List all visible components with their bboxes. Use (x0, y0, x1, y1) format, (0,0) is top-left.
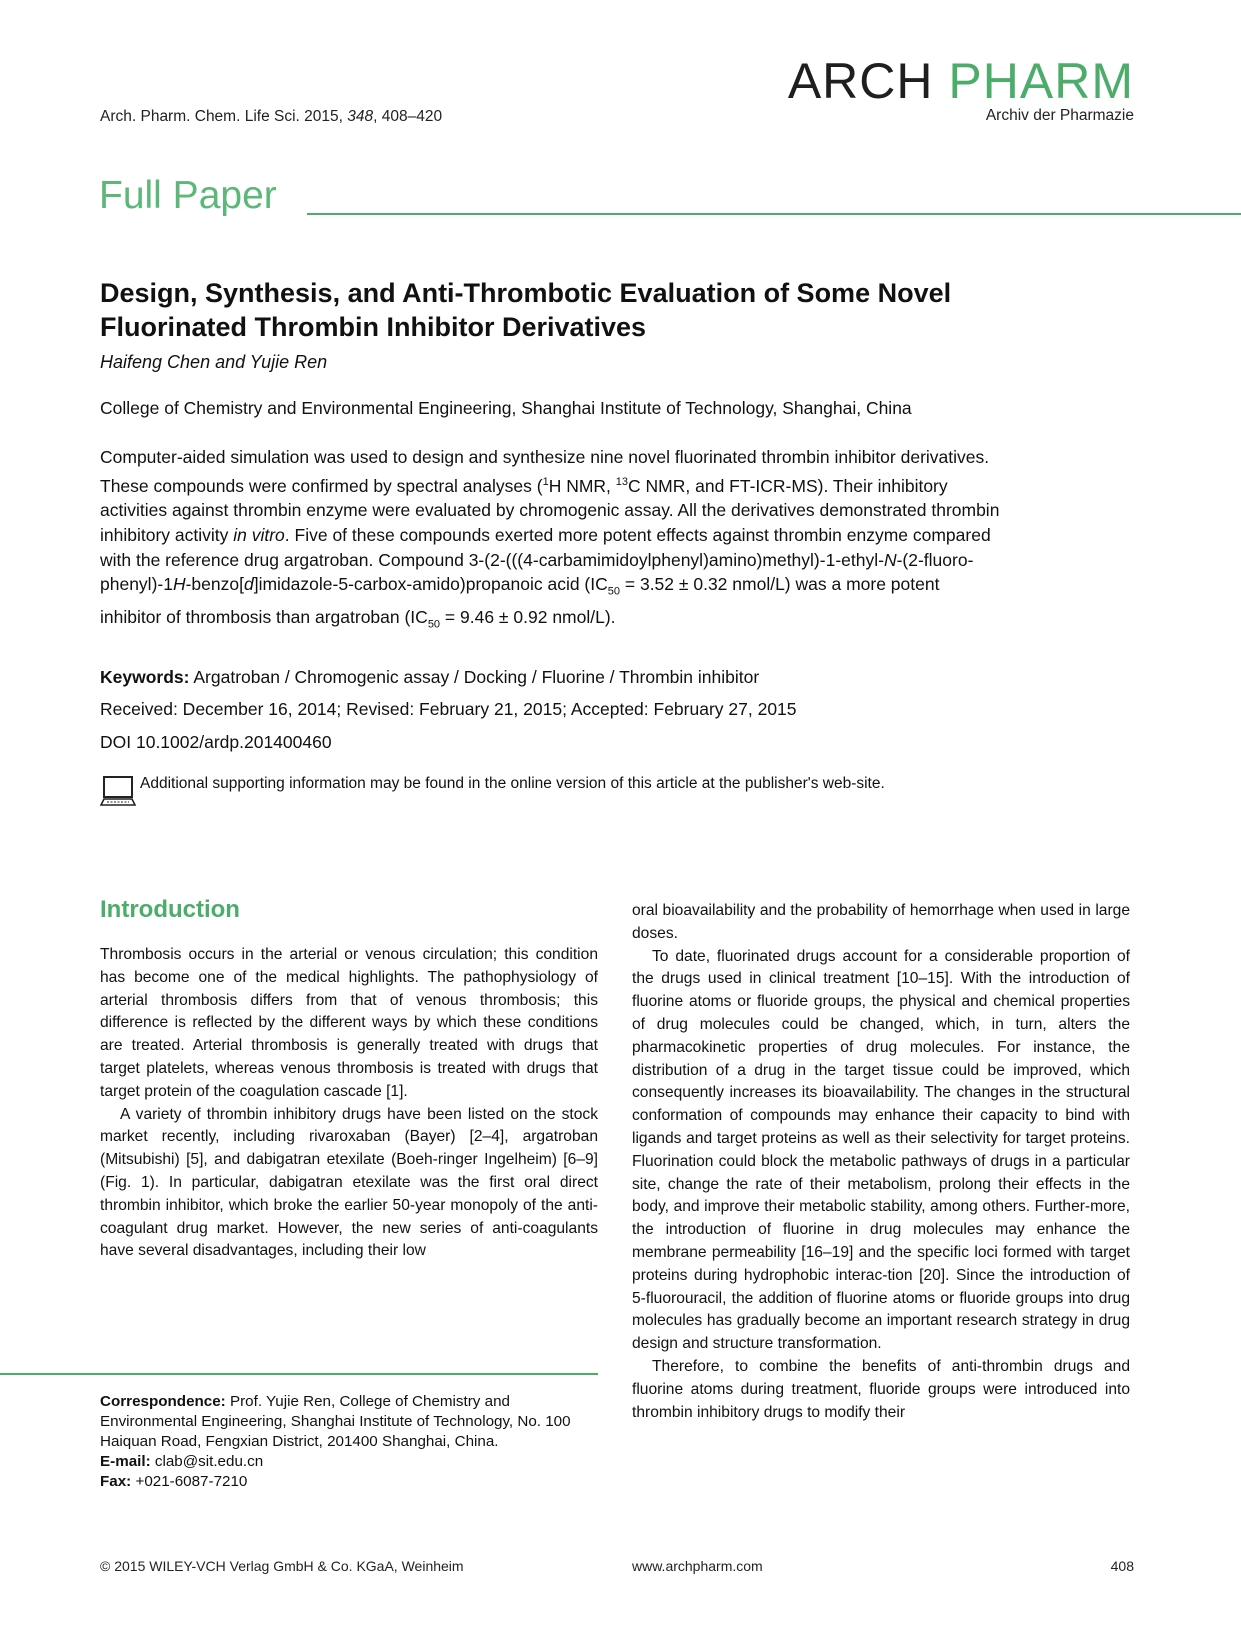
keywords-label: Keywords: (100, 667, 190, 687)
abstract-text: = 3.52 ± 0.32 nmol/L) was a more potent inhibitor of thrombosis than argatroban (IC (100, 574, 940, 627)
abstract-text: H NMR, (548, 475, 616, 496)
abstract-sub: 50 (427, 618, 441, 631)
abstract-text: = 9.46 ± 0.92 nmol/L). (440, 606, 616, 627)
logo-arch: ARCH (787, 53, 934, 109)
article-affiliation: College of Chemistry and Environmental Engineering, Shanghai Institute of Technology, Shanghai, China (100, 398, 912, 418)
fax-value: +021-6087-7210 (131, 1473, 248, 1490)
paragraph: oral bioavailability and the probability of hemorrhage when used in large doses. (632, 902, 1130, 942)
abstract-italic: N (883, 549, 897, 570)
laptop-icon (100, 775, 136, 809)
page-number: 408 (1110, 1558, 1134, 1574)
article-title: Design, Synthesis, and Anti-Thrombotic Evaluation of Some Novel Fluorinated Thrombin Inhibitor Derivatives (100, 278, 952, 342)
journal-logo (788, 55, 1134, 125)
doi[interactable]: DOI 10.1002/ardp.201400460 (100, 732, 332, 752)
right-column (632, 900, 1130, 1424)
keywords-text: Argatroban / Chromogenic assay / Docking / Fluorine / Thrombin inhibitor (189, 667, 760, 687)
abstract-text: C NMR, and FT-ICR-MS). Their inhibitory activities against thrombin enzyme were evaluated by chromogenic assay. All the derivatives demonstrated thrombin inhibitory activity (100, 475, 1000, 545)
paragraph: To date, fluorinated drugs account for a considerable proportion of the drugs used in clinical treatment [10–15]. With the introduction of fluorine atoms or fluoride groups, the physical and chemical properties of drug molecules could be changed, which, in turn, alters the pharmacokinetic properties of drug molecules. For instance, the distribution of a drug in the target tissue could be improved, which consequently increases its bioavailability. The changes in the structural conformation of compounds may enhance their capacity to bind with ligands and target proteins as well as their selectivity for target proteins. Fluorination could block the metabolic pathways of drugs in a particular site, change the rate of their metabolism, prolong their effects in the body, and improve their metabolic stability, among others. Further-more, the introduction of fluorine in drug molecules may enhance the membrane permeability [16–19] and the specific loci formed with target proteins during hydrophobic interac-tion [20]. Since the introduction of 5-fluorouracil, the addition of fluorine atoms or fluoride groups into drug molecules has gradually become an important research strategy in drug design and structure transformation. (632, 947, 1130, 1353)
abstract-text: Computer-aided simulation was used to design and synthesize nine novel fluorinated thrombin inhibitor derivatives. These compounds were confirmed by spectral analyses ( (100, 447, 990, 496)
email-value[interactable]: clab@sit.edu.cn (150, 1453, 264, 1470)
citation-prefix: Arch. Pharm. Chem. Life Sci. 2015, (100, 108, 348, 125)
abstract-italic: d (243, 574, 254, 595)
left-column (100, 944, 598, 1263)
correspondence-address (100, 1392, 600, 1452)
logo-pharm: PHARM (948, 53, 1134, 109)
abstract-sup: 13 (615, 475, 629, 488)
abstract-sub: 50 (607, 585, 621, 598)
footer-website[interactable]: www.archpharm.com (632, 1558, 763, 1574)
journal-citation (100, 108, 442, 126)
citation-pages: , 408–420 (373, 108, 443, 125)
abstract-sup: 1 (542, 475, 549, 488)
article-dates: Received: December 16, 2014; Revised: February 21, 2015; Accepted: February 27, 2015 (100, 699, 797, 719)
logo-wordmark (788, 55, 1134, 107)
correspondence-email (100, 1452, 600, 1472)
supporting-info-text: Additional supporting information may be found in the online version of this article at the publisher's web-site. (140, 775, 885, 792)
keywords (100, 667, 759, 688)
paragraph: Thrombosis occurs in the arterial or venous circulation; this condition has become one of the medical highlights. The pathophysiology of arterial thrombosis differs from that of venous thrombosis; this difference is reflected by the different ways by which these conditions are treated. Arterial thrombosis is generally treated with drugs that target platelets, whereas venous thrombosis is treated with drugs that target protein of the coagulation cascade [1]. (100, 946, 598, 1100)
abstract-text: -benzo[ (185, 574, 244, 595)
paragraph: A variety of thrombin inhibitory drugs have been listed on the stock market recently, including rivaroxaban (Bayer) [2–4], argatroban (Mitsubishi) [5], and dabigatran etexilate (Boeh-ringer Ingelheim) [6–9] (Fig. 1). In particular, dabigatran etexilate was the first oral direct thrombin inhibitor, which broke the earlier 50-year monopoly of the anti-coagulant drug market. However, the new series of anti-coagulants have several disadvantages, including their low (100, 1105, 598, 1260)
footer-copyright: © 2015 WILEY-VCH Verlag GmbH & Co. KGaA, Weinheim (100, 1558, 464, 1574)
email-label: E-mail: (100, 1453, 151, 1470)
introduction-heading: Introduction (100, 896, 240, 923)
abstract-italic: in vitro (233, 524, 285, 545)
correspondence-text: Prof. Yujie Ren, College of Chemistry and Environmental Engineering, Shanghai Institute of Technology, No. 100 Haiquan Road, Fengxian District, 201400 Shanghai, China. (100, 1393, 571, 1450)
correspondence-block (100, 1392, 600, 1492)
paragraph: Therefore, to combine the benefits of anti-thrombin drugs and fluorine atoms during treatment, fluoride groups were introduced into thrombin inhibitory drugs to modify their (632, 1357, 1130, 1421)
abstract-italic: H (172, 574, 186, 595)
correspondence-fax (100, 1472, 600, 1492)
logo-subtitle: Archiv der Pharmazie (985, 107, 1134, 124)
abstract-text: ]imidazole-5-carbox-amido)propanoic acid (IC (253, 574, 608, 595)
section-label: Full Paper (99, 174, 277, 217)
abstract-text: -(2-fluoro-phenyl)-1 (100, 549, 974, 595)
fax-label: Fax: (100, 1473, 132, 1490)
correspondence-label: Correspondence: (100, 1393, 226, 1410)
header-rule (307, 213, 1241, 215)
abstract-text: . Five of these compounds exerted more potent effects against thrombin enzyme compared with the reference drug argatroban. Compound 3-(2-(((4-carbamimidoylphenyl)amino)methyl)-1-ethyl- (100, 524, 991, 570)
citation-volume: 348 (347, 108, 374, 125)
article-authors: Haifeng Chen and Yujie Ren (100, 352, 328, 372)
abstract (100, 445, 1000, 637)
correspondence-rule (0, 1373, 598, 1375)
